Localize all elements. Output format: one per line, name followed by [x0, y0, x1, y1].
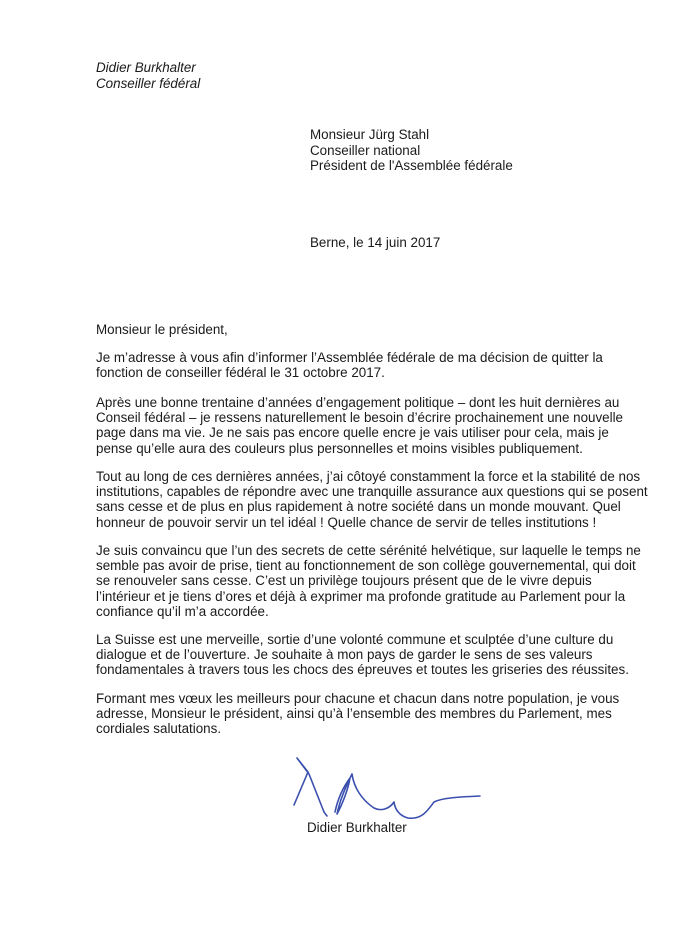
text-line: pense qu’elle aura des couleurs plus personnelles et moins visibles publiquement.: [96, 440, 583, 456]
text-line: se renouveler sans cesse. C’est un privilège toujours présent que de le vivre depuis: [96, 573, 592, 589]
text-line: adresse, Monsieur le président, ainsi qu’à l’ensemble des membres du Parlement, mes: [96, 706, 612, 722]
paragraph-6: [96, 691, 656, 737]
signer-name: Didier Burkhalter: [307, 820, 407, 835]
text-line: confiance qu’il m’a accordée.: [96, 603, 269, 619]
signature-icon: [282, 750, 482, 822]
recipient-block: [310, 127, 513, 174]
text-line: sans cesse et de plus en plus rapidement à notre société dans un monde mouvant. Quel: [96, 499, 621, 515]
text-line: Je m’adresse à vous afin d’informer l’Assemblée fédérale de ma décision de quitter la: [96, 350, 603, 365]
paragraph-3: [96, 469, 656, 530]
text-line: page dans ma vie. Je ne sais pas encore quelle encre je vais utiliser pour cela, mais je: [96, 425, 609, 441]
text-line: fonction de conseiller fédéral le 31 octobre 2017.: [96, 365, 385, 381]
text-line: cordiales salutations.: [96, 721, 222, 737]
text-line: fondamentales à travers tous les chocs des épreuves et toutes les griseries des réussites.: [96, 662, 629, 678]
text-line: Conseil fédéral – je ressens naturellement le besoin d’écrire prochainement une nouvelle: [96, 410, 624, 426]
text-line: La Suisse est une merveille, sortie d’une volonté commune et sculptée d’une culture du: [96, 632, 614, 647]
place-date: Berne, le 14 juin 2017: [310, 235, 441, 250]
sender-title: Conseiller fédéral: [96, 76, 201, 91]
text-line: dialogue et de l’ouverture. Je souhaite à mon pays de garder le sens de ses valeurs: [96, 647, 593, 663]
sender-name: Didier Burkhalter: [96, 60, 196, 75]
paragraph-4: [96, 543, 656, 619]
recipient-title: Président de l'Assemblée fédérale: [310, 158, 513, 174]
text-line: l’intérieur et je tiens d’ores et déjà à exprimer ma profonde gratitude au Parlement pour la: [96, 588, 626, 604]
text-line: Tout au long de ces dernières années, j’ai côtoyé constamment la force et la stabilité de nos: [96, 469, 641, 484]
text-line: Je suis convaincu que l’un des secrets de cette sérénité helvétique, sur laquelle le temps ne: [96, 543, 641, 558]
paragraph-2: [96, 395, 656, 456]
handwritten-signature: [282, 750, 482, 822]
text-line: Formant mes vœux les meilleurs pour chacune et chacun dans notre population, je vous: [96, 691, 620, 706]
salutation: Monsieur le président,: [96, 322, 228, 337]
paragraph-5: [96, 632, 656, 678]
recipient-role: Conseiller national: [310, 142, 421, 158]
text-line: semble pas avoir de prise, tient au fonctionnement de son collège gouvernemental, qui doit: [96, 558, 636, 574]
paragraph-1: [96, 350, 656, 380]
text-line: Après une bonne trentaine d’années d’engagement politique – dont les huit dernières au: [96, 395, 620, 410]
sender-block: [96, 60, 200, 92]
text-line: honneur de pouvoir servir un tel idéal ! Quelle chance de servir de telles institutions !: [96, 514, 597, 530]
recipient-name: Monsieur Jürg Stahl: [310, 127, 430, 142]
text-line: institutions, capables de répondre avec une tranquille assurance aux questions qui se posent: [96, 484, 648, 500]
